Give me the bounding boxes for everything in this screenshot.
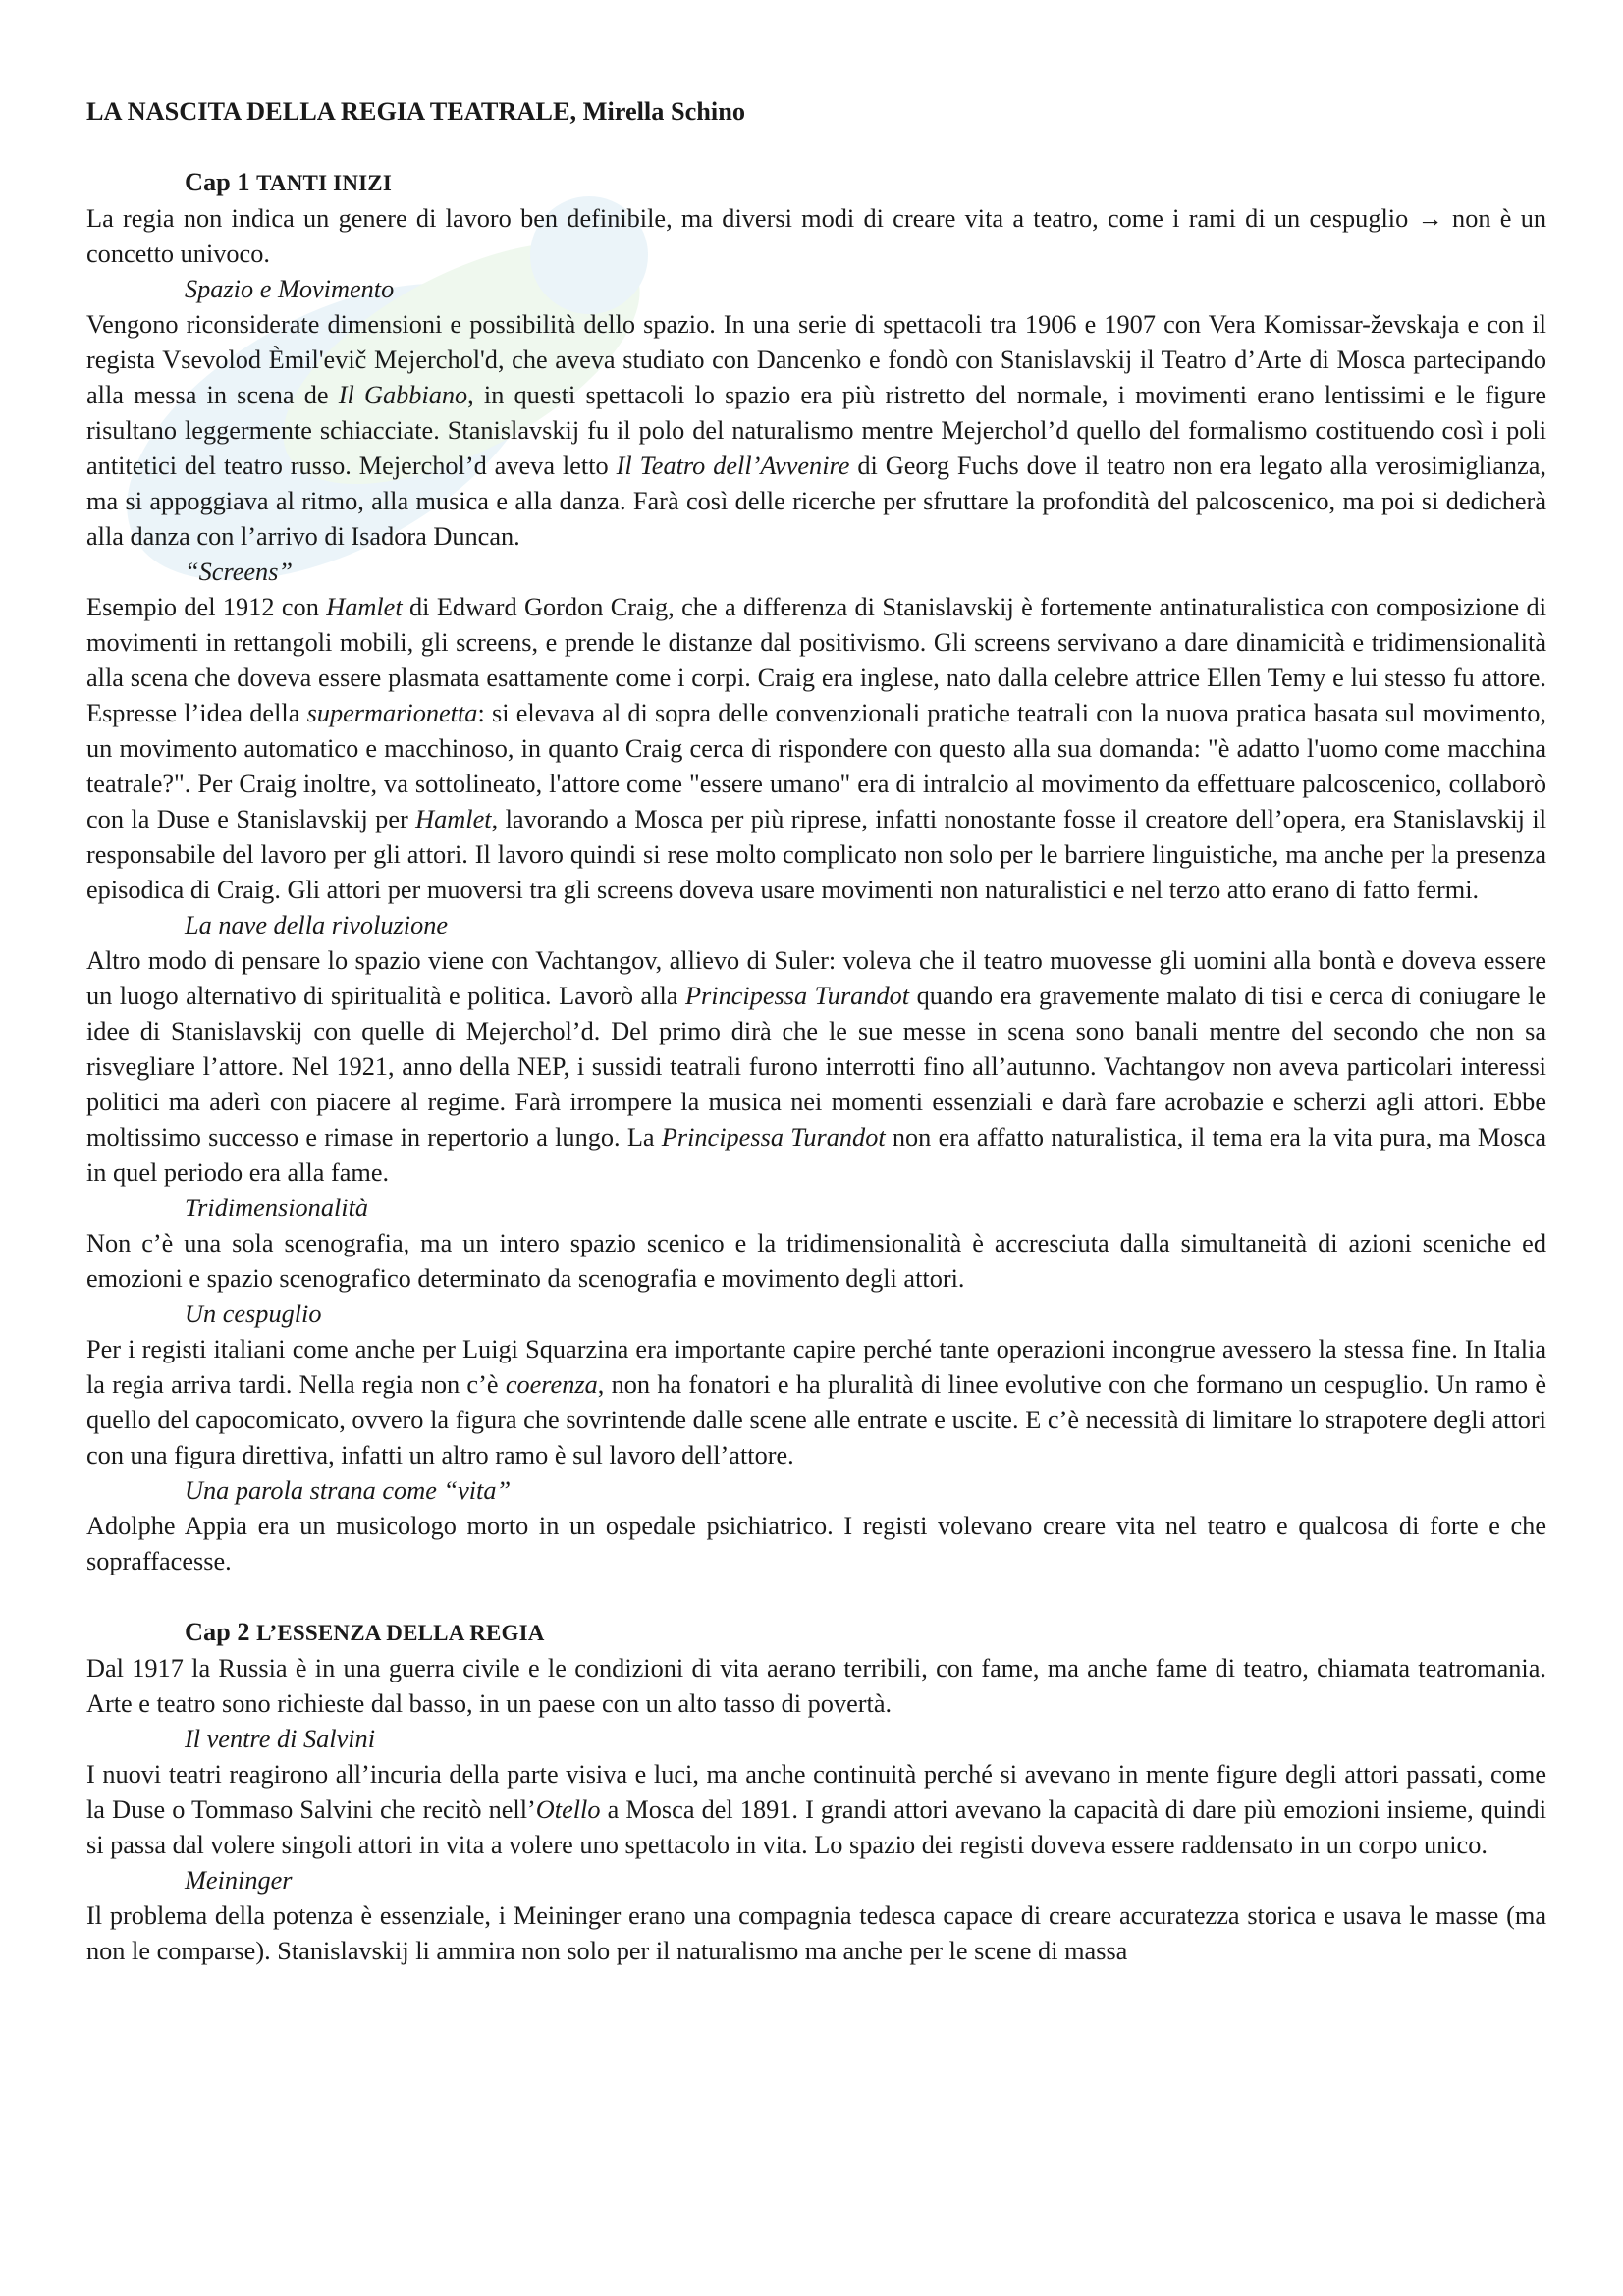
spacer (86, 1579, 1546, 1615)
document-title: LA NASCITA DELLA REGIA TEATRALE, Mirella Schino (86, 97, 745, 126)
chapter-2-heading (185, 1615, 1546, 1651)
section-heading: Meininger (185, 1866, 293, 1895)
section-heading: “Screens” (185, 558, 294, 586)
section-heading: Tridimensionalità (185, 1194, 369, 1222)
chapter-title: L’ESSENZA DELLA REGIA (256, 1621, 545, 1645)
section-heading: Una parola strana come “vita” (185, 1476, 512, 1505)
section-heading: Il ventre di Salvini (185, 1725, 376, 1753)
section-heading: Un cespuglio (185, 1300, 322, 1328)
document-page (86, 94, 1546, 1969)
section-heading: La nave della rivoluzione (185, 911, 449, 939)
paragraph: La regia non indica un genere di lavoro ben definibile, ma diversi modi di creare vita a teatro, come i rami di un cespuglio → non è un concetto univoco. (86, 204, 1546, 268)
paragraph: I nuovi teatri reagirono all’incuria della parte visiva e luci, ma anche continuità perché si avevano in mente figure degli attori passati, come la Duse o Tommaso Salvini che recitò nell’Otello a Mosca del 1891. I grandi attori avevano la capacità di dare più emozioni insieme, quindi si passa dal volere singoli attori in vita a volere uno spettacolo in vita. Lo spazio dei registi doveva essere raddensato in un corpo unico. (86, 1760, 1547, 1859)
paragraph: Il problema della potenza è essenziale, i Meininger erano una compagnia tedesca capace di creare accuratezza storica e usava le masse (ma non le comparse). Stanislavskij li ammira non solo per il naturalismo ma anche per le scene di massa (86, 1901, 1546, 1965)
section-heading: Spazio e Movimento (185, 275, 395, 303)
paragraph: Altro modo di pensare lo spazio viene con Vachtangov, allievo di Suler: voleva che il teatro muovesse gli uomini alla bontà e doveva essere un luogo alternativo di spiritualità e politica. Lavorò alla Principessa Turandot quando era gravemente malato di tisi e cerca di coniugare le idee di Stanislavskij con quelle di Mejerchol’d. Del primo dirà che le sue messe in scena sono banali mentre del secondo che non sa risvegliare l’attore. Nel 1921, anno della NEP, i sussidi teatrali furono interrotti fino all’autunno. Vachtangov non aveva particolari interessi politici ma aderì con piacere al regime. Farà irrompere la musica nei momenti essenziali e darà fare acrobazie e scherzi agli attori. Ebbe moltissimo successo e rimase in repertorio a lungo. La Principessa Turandot non era affatto naturalistica, il tema era la vita pura, ma Mosca in quel periodo era alla fame. (86, 946, 1546, 1187)
paragraph: Per i registi italiani come anche per Luigi Squarzina era importante capire perché tante operazioni incongrue avessero la stessa fine. In Italia la regia arriva tardi. Nella regia non c’è coerenza, non ha fonatori e ha pluralità di linee evolutive con che formano un cespuglio. Un ramo è quello del capocomicato, ovvero la figura che sovrintende dalle scene alle entrate e uscite. E c’è necessità di limitare lo strapotere degli attori con una figura direttiva, infatti un altro ramo è sul lavoro dell’attore. (86, 1335, 1546, 1469)
paragraph: Adolphe Appia era un musicologo morto in un ospedale psichiatrico. I registi volevano creare vita nel teatro e qualcosa di forte e che sopraffacesse. (86, 1512, 1546, 1575)
paragraph: Esempio del 1912 con Hamlet di Edward Gordon Craig, che a differenza di Stanislavskij è fortemente antinaturalistica con composizione di movimenti in rettangoli mobili, gli screens, e prende le distanze dal positivismo. Gli screens servivano a dare dinamicità e tridimensionalità alla scena che doveva essere plasmata esattamente come i corpi. Craig era inglese, nato dalla celebre attrice Ellen Temy e lui stesso fu attore. Espresse l’idea della supermarionetta: si elevava al di sopra delle convenzionali pratiche teatrali con la nuova pratica basata sul movimento, un movimento automatico e macchinoso, in quanto Craig cerca di rispondere con questo alla sua domanda: "è adatto l'uomo come macchina teatrale?". Per Craig inoltre, va sottolineato, l'attore come "essere umano" era di intralcio al movimento da effettuare palcoscenico, collaborò con la Duse e Stanislavskij per Hamlet, lavorando a Mosca per più riprese, infatti nonostante fosse il creatore dell’opera, era Stanislavskij il responsabile del lavoro per gli attori. Il lavoro quindi si rese molto complicato non solo per le barriere linguistiche, ma anche per la presenza episodica di Craig. Gli attori per muoversi tra gli screens doveva usare movimenti non naturalistici e nel terzo atto erano di fatto fermi. (86, 593, 1546, 904)
paragraph: Vengono riconsiderate dimensioni e possibilità dello spazio. In una serie di spettacoli tra 1906 e 1907 con Vera Komissar-ževskaja e con il regista Vsevolod Èmil'evič Mejerchol'd, che aveva studiato con Dancenko e fondò con Stanislavskij il Teatro d’Arte di Mosca partecipando alla messa in scena de Il Gabbiano, in questi spettacoli lo spazio era più ristretto del normale, i movimenti erano lentissimi e le figure risultano leggermente schiacciate. Stanislavskij fu il polo del naturalismo mentre Mejerchol’d quello del formalismo costituendo così i poli antitetici del teatro russo. Mejerchol’d aveva letto Il Teatro dell’Avvenire di Georg Fuchs dove il teatro non era legato alla verosimiglianza, ma si appoggiava al ritmo, alla musica e alla danza. Farà così delle ricerche per sfruttare la profondità del palcoscenico, ma poi si dedicherà alla danza con l’arrivo di Isadora Duncan. (86, 310, 1547, 551)
chapter-number: Cap 1 (185, 168, 250, 196)
chapter-1-heading (185, 165, 1546, 201)
paragraph: Dal 1917 la Russia è in una guerra civile e le condizioni di vita aerano terribili, con fame, ma anche fame di teatro, chiamata teatromania. Arte e teatro sono richieste dal basso, in un paese con un alto tasso di povertà. (86, 1654, 1546, 1718)
chapter-title: TANTI INIZI (256, 171, 392, 195)
chapter-number: Cap 2 (185, 1618, 250, 1646)
paragraph: Non c’è una sola scenografia, ma un intero spazio scenico e la tridimensionalità è accresciuta dalla simultaneità di azioni sceniche ed emozioni e spazio scenografico determinato da scenografia e movimento degli attori. (86, 1229, 1546, 1293)
